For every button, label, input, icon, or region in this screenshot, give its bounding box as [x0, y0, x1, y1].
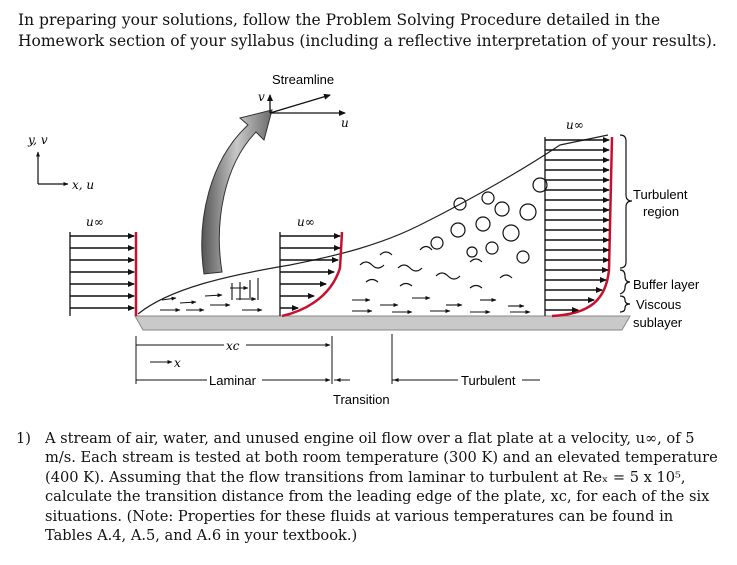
u-inf-label-2: u∞: [297, 215, 315, 229]
inflow-profile: [70, 232, 136, 316]
turbulent-region-label-2: region: [643, 204, 680, 219]
u-label: u: [341, 116, 349, 130]
viscous-sublayer-brace: [620, 296, 630, 312]
xc-label: xc: [226, 339, 240, 353]
flat-plate: [135, 316, 630, 330]
turbulent-label: Turbulent: [461, 373, 516, 388]
turbulent-small-arrows: [352, 298, 530, 312]
question-1: [16, 429, 722, 545]
laminar-label: Laminar: [209, 373, 256, 388]
u-inf-label-3: u∞: [566, 118, 584, 132]
v-label: v: [258, 90, 265, 104]
transition-label: Transition: [333, 392, 390, 407]
x-axis-label: x, u: [72, 178, 95, 192]
curved-arrow: [202, 110, 272, 274]
x-label: x: [174, 356, 181, 370]
instructions-text: In preparing your solutions, follow the Problem Solving Procedure detailed in the Homework section of your syllabus (including a reflective interpretation of your results).: [18, 11, 717, 50]
laminar-profile: [280, 232, 342, 316]
viscous-label-2: sublayer: [633, 315, 683, 330]
y-axis-label: y, v: [28, 133, 48, 147]
buffer-layer-brace: [620, 270, 630, 294]
buffer-layer-label: Buffer layer: [633, 277, 700, 292]
streamline-label: Streamline: [272, 72, 335, 87]
turbulent-region-label-1: Turbulent: [633, 187, 688, 202]
question-text: A stream of air, water, and unused engine oil flow over a flat plate at a velocity, u∞, of 5 m/s. Each stream is tested at both room temperature (300 K) and an elevated temperature (400 K). Assuming that the flow transitions from laminar to turbulent at Reₓ = 5 x 10⁵, calculate the transition distance from the leading edge of the plate, xc, for each of the six situations. (Note: Properties for these fluids at various temperatures can be found in Tables A.4, A.5, and A.6 in your textbook.): [45, 430, 718, 545]
viscous-label-1: Viscous: [636, 297, 682, 312]
turbulent-region-brace: [620, 135, 632, 268]
laminar-arrows: [160, 288, 262, 310]
u-inf-label-1: u∞: [86, 215, 104, 229]
question-number: 1): [16, 430, 31, 447]
turbulent-eddies: [360, 178, 547, 288]
turbulent-profile: [545, 137, 612, 316]
